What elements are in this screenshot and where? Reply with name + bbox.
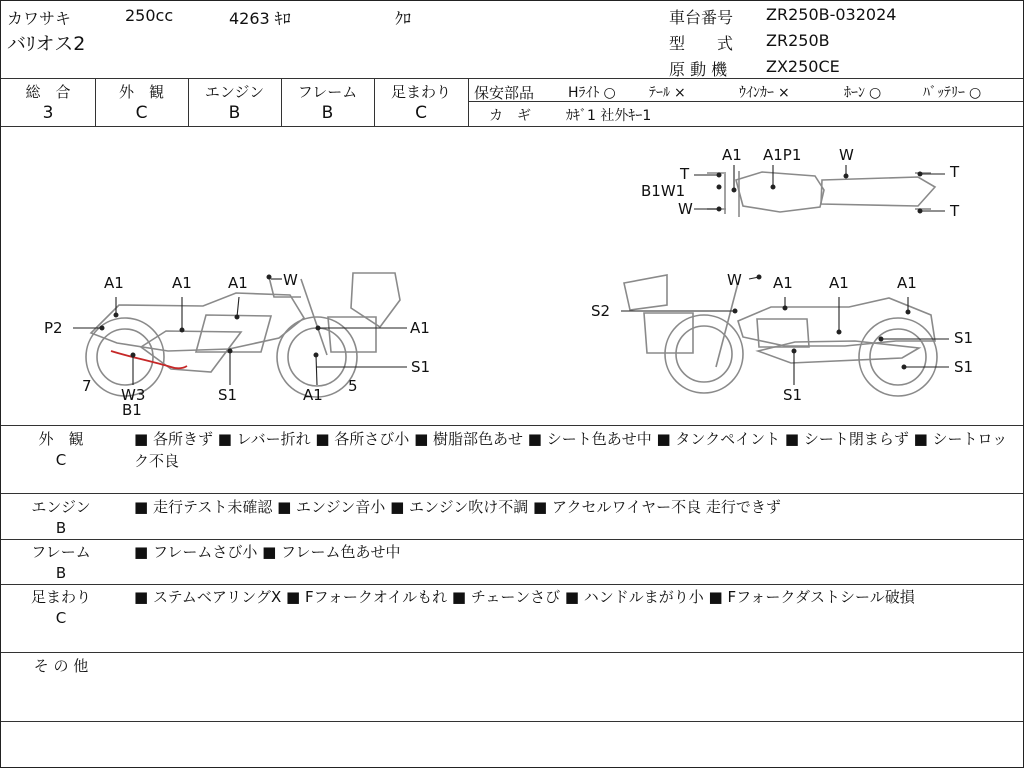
diagram-left-label: W [283,271,298,289]
diagram-top-label: T [950,163,960,181]
note-grade-exterior: C [55,451,67,469]
diagram-top-label: W [678,200,693,218]
displacement: 250cc [125,6,174,25]
diagram-right-label: A1 [829,274,849,292]
safety-headlight: Hﾗｲﾄ ○ [568,85,616,101]
note-grade-frame: B [55,564,67,582]
diagram-left-label: S1 [218,386,238,404]
note-label-frame: フレーム [31,543,91,561]
note-text-exterior: ■ 各所きず ■ レバー折れ ■ 各所さび小 ■ 樹脂部色あせ ■ シート色あせ中 ■ タンクペイント ■ シート閉まらず ■ シートロック不良 [134,430,1008,470]
diagram-left-label: A1 [410,319,430,337]
diagram-top-label: T [950,202,960,220]
key-label: カ ギ [489,108,531,124]
diagram-left-label: 7 [82,377,92,395]
damage-diagram [1,127,1023,425]
note-label-suspension: 足まわり [30,588,91,606]
safety-tail: ﾃｰﾙ × [649,85,686,101]
safety-winker: ｳｲﾝｶｰ × [739,85,790,101]
grade-overall-value: 3 [42,103,54,123]
diagram-left-label: A1 [303,386,323,404]
grade-overall-label: 総 合 [25,83,71,101]
frame-value: ZR250B-032024 [766,5,897,24]
note-text-engine: ■ 走行テスト未確認 ■ エンジン音小 ■ エンジン吹け不調 ■ アクセルワイヤー不良 走行できず [134,498,781,516]
diagram-right-label: S1 [783,386,803,404]
diagram-top-label: A1 [722,146,742,164]
grade-exterior-label: 外 観 [118,83,164,101]
diagram-top-label: A1P1 [763,146,802,164]
maker: カワサキ [7,9,72,28]
note-label-engine: エンジン [31,498,91,516]
type-value: ZR250B [766,31,830,50]
key-value: ｶｷﾞ1 社外ｷｰ1 [566,108,652,124]
diagram-left-label: S1 [411,358,431,376]
safety-label: 保安部品 [474,84,535,102]
diagram-left-label: W3 [121,386,146,404]
engine-value: ZX250CE [766,57,840,76]
diagram-top-label: T [680,165,690,183]
diagram-left-label: P2 [44,319,63,337]
note-grade-engine: B [55,519,67,537]
diagram-top-label: W [839,146,854,164]
diagram-right-label: S2 [591,302,611,320]
diagram-left-label: 5 [348,377,358,395]
diagram-left-label: A1 [104,274,124,292]
note-text-frame: ■ フレームさび小 ■ フレーム色あせ中 [134,543,401,561]
diagram-right-label: S1 [954,329,974,347]
grade-frame-value: B [321,103,334,123]
diagram-left-label: A1 [172,274,192,292]
mileage: 4263 ｷﾛ [229,9,291,28]
safety-horn: ﾎｰﾝ ○ [844,85,882,101]
frame-label: 車台番号 [669,8,734,27]
engine-label: 原 動 機 [669,60,728,79]
diagram-right-label: A1 [773,274,793,292]
grade-frame-label: フレーム [297,83,358,101]
grade-engine-label: エンジン [204,83,265,101]
grade-suspension-value: C [415,103,427,123]
grade-suspension-label: 足まわり [390,83,451,101]
model-name: バﾘオス2 [7,33,86,55]
safety-battery: ﾊﾞｯﾃﾘｰ ○ [923,85,982,101]
grade-exterior-value: C [135,103,148,123]
diagram-right-label: S1 [954,358,974,376]
note-label-other: そ の 他 [33,657,89,675]
diagram-top-label: B1W1 [641,182,686,200]
diagram-left-label: A1 [228,274,248,292]
diagram-left-label: B1 [122,401,142,419]
type-label: 型 式 [669,34,734,53]
note-label-exterior: 外 観 [38,430,84,448]
note-text-suspension: ■ ステムベアリングX ■ Fフォークオイルもれ ■ チェーンさび ■ ハンドルまがり小 ■ Fフォークダストシール破損 [134,588,915,606]
grade-engine-value: B [228,103,241,123]
color: ｸﾛ [395,9,412,28]
diagram-right-label: W [727,271,742,289]
note-grade-suspension: C [55,609,67,627]
diagram-right-label: A1 [897,274,917,292]
